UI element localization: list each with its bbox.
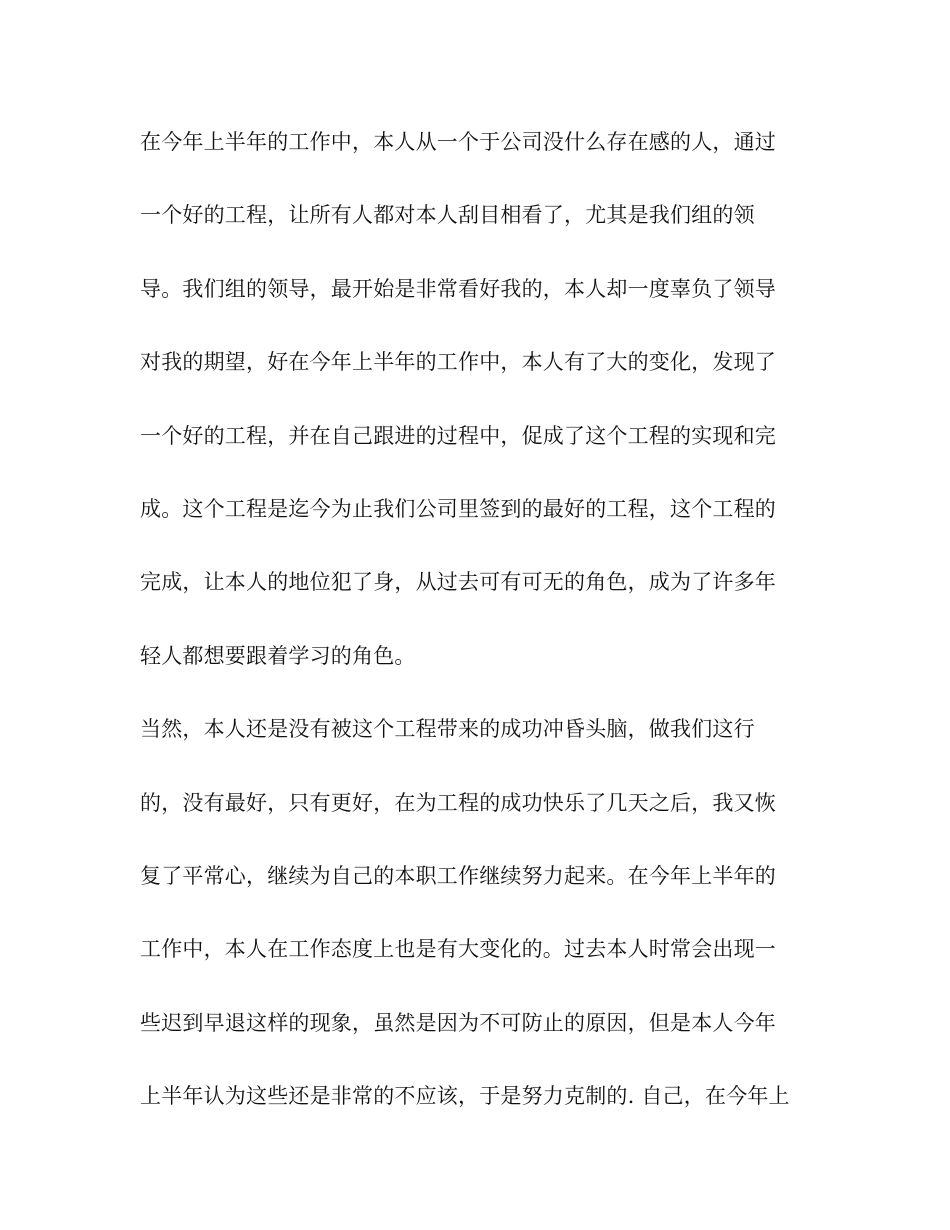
text-line: 完成，让本人的地位犯了身，从过去可有可无的角色，成为了许多年: [140, 570, 776, 595]
text-line: 成。这个工程是迄今为止我们公司里签到的最好的工程，这个工程的: [140, 496, 776, 521]
text-line: 在今年上半年的工作中，本人从一个于公司没什么存在感的人，通过: [140, 130, 776, 154]
text-line: 对我的期望，好在今年上半年的工作中，本人有了大的变化，发现了: [140, 350, 776, 375]
text-line: 一个好的工程，并在自己跟进的过程中，促成了这个工程的实现和完: [140, 423, 776, 448]
text-line: 当然，本人还是没有被这个工程带来的成功冲昏头脑，做我们这行: [140, 717, 755, 742]
text-line: 上半年认为这些还是非常的不应该，于是努力克制的. 自己，在今年上: [140, 1084, 790, 1109]
body-text: [140, 121, 820, 1148]
text-line: 轻人都想要跟着学习的角色。: [140, 643, 416, 668]
text-line: 一个好的工程，让所有人都对本人刮目相看了，尤其是我们组的领: [140, 203, 755, 228]
text-line: 工作中，本人在工作态度上也是有大变化的。过去本人时常会出现一: [140, 937, 776, 962]
text-line: 导。我们组的领导，最开始是非常看好我的，本人却一度辜负了领导: [140, 276, 776, 301]
text-line: 些迟到早退这样的现象，虽然是因为不可防止的原因，但是本人今年: [140, 1010, 776, 1035]
text-line: 的，没有最好，只有更好，在为工程的成功快乐了几天之后，我又恢: [140, 790, 776, 815]
text-line: 复了平常心，继续为自己的本职工作继续努力起来。在今年上半年的: [140, 863, 776, 888]
